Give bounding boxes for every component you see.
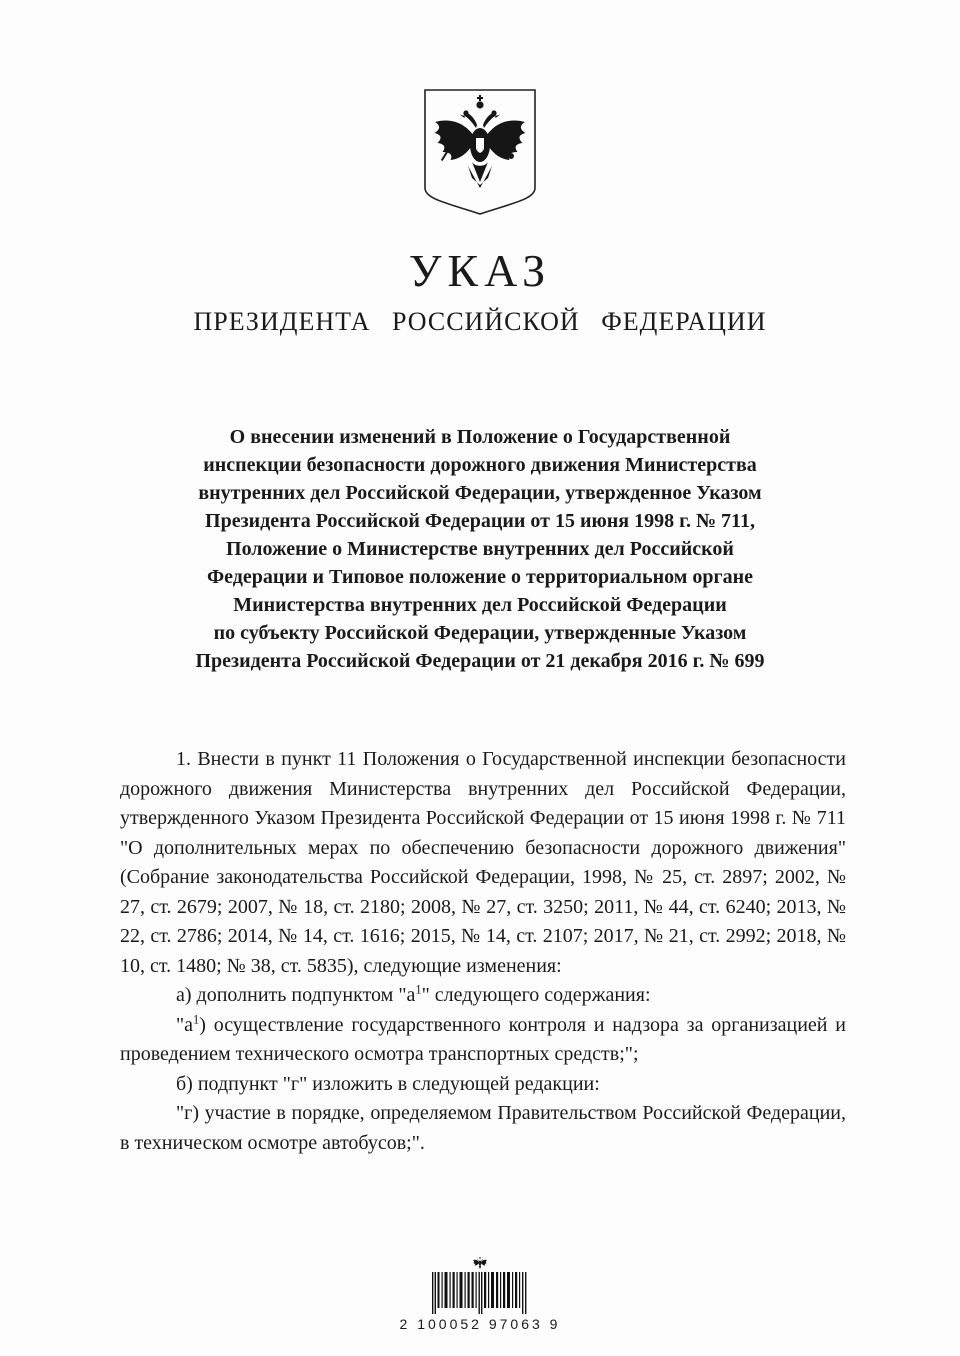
superscript: 1: [415, 982, 422, 997]
body-paragraph-1: 1. Внести в пункт 11 Положения о Государственной инспекции безопасности дорожного движения Министерства внутренних дел Российской Федерации, утвержденного Указом Президента Российской Федерации от 15 июня 1998 г. № 711 "О дополнительных мерах по обеспечению безопасности дорожного движения" (Собрание законодательства Российской Федерации, 1998, № 25, ст. 2897; 2002, № 27, ст. 2679; 2007, № 18, ст. 2180; 2008, № 27, ст. 3250; 2011, № 44, ст. 6240; 2013, № 22, ст. 2786; 2014, № 14, ст. 1616; 2015, № 14, ст. 2107; 2017, № 21, ст. 2992; 2018, № 10, ст. 1480; № 38, ст. 5835), следующие изменения:: [120, 748, 846, 977]
subject-line: О внесении изменений в Положение о Государственной: [229, 426, 731, 448]
subject-line: по субъекту Российской Федерации, утвержденные Указом: [213, 622, 747, 644]
subject-line: Федерации и Типовое положение о территориальном органе: [207, 566, 753, 588]
paragraph-text: "а: [176, 1013, 194, 1036]
paragraph-text: а) дополнить подпунктом "а: [176, 984, 416, 1006]
barcode-number: 2 100052 97063 9: [399, 1316, 561, 1332]
paragraph-text: ) осуществление государственного контроля и надзора за организацией и проведением технического осмотра транспортных средств;";: [120, 1013, 846, 1065]
subject-line: Президента Российской Федерации от 15 июня 1998 г. № 711,: [205, 510, 755, 532]
barcode-icon: [432, 1272, 528, 1314]
decree-subject: [0, 423, 960, 675]
decree-title: УКАЗ: [408, 245, 552, 296]
decree-subtitle: ПРЕЗИДЕНТА РОССИЙСКОЙ ФЕДЕРАЦИИ: [193, 307, 767, 336]
subject-line: Положение о Министерстве внутренних дел Российской: [226, 538, 734, 560]
paragraph-text: " следующего содержания:: [421, 984, 651, 1006]
subject-line: внутренних дел Российской Федерации, утвержденное Указом: [198, 482, 762, 504]
subject-line: инспекции безопасности дорожного движения Министерства: [203, 454, 757, 476]
mini-eagle-icon: [472, 1256, 488, 1270]
barcode-block: [0, 1256, 960, 1332]
body-paragraph-4: б) подпункт "г" изложить в следующей редакции:: [176, 1072, 600, 1095]
body-paragraph-2: [120, 981, 846, 1011]
coat-of-arms-frame: [419, 86, 541, 218]
double-headed-eagle-icon: [419, 86, 541, 218]
superscript: 1: [193, 1011, 200, 1026]
decree-body: [120, 745, 846, 1158]
subject-line: Президента Российской Федерации от 21 декабря 2016 г. № 699: [195, 650, 765, 672]
emblem-wrap: [0, 0, 960, 218]
body-paragraph-5: "г) участие в порядке, определяемом Правительством Российской Федерации, в техническом осмотре автобусов;".: [120, 1102, 846, 1154]
subject-line: Министерства внутренних дел Российской Федерации: [233, 594, 727, 616]
body-paragraph-3: [120, 1011, 846, 1070]
